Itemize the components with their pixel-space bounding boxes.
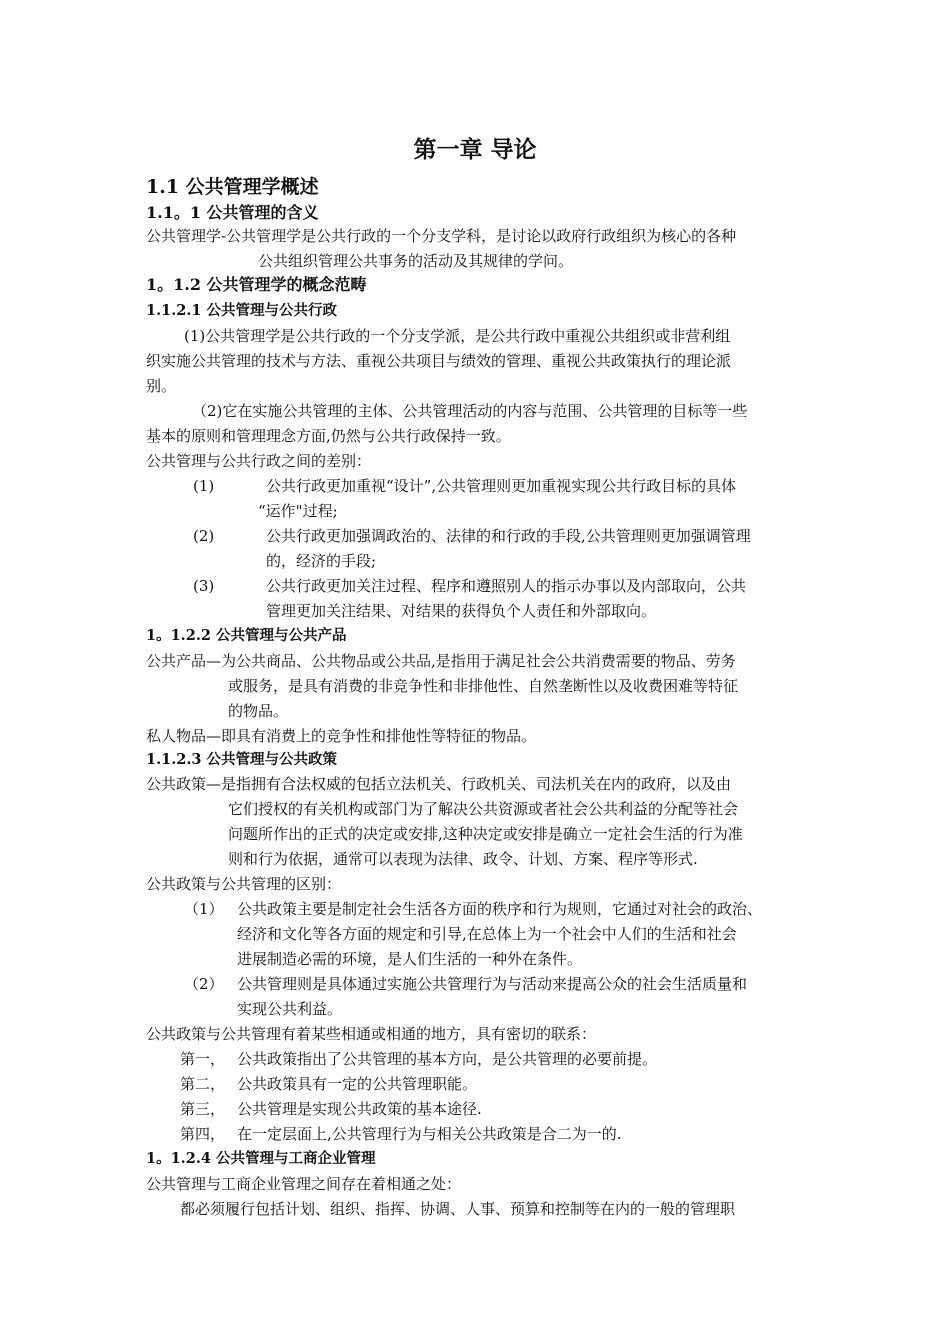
list-number: 第二， bbox=[180, 1075, 226, 1093]
paragraph-line: 别。 bbox=[146, 377, 177, 395]
list-number: （2） bbox=[184, 975, 224, 993]
list-item-line: 公共政策主要是制定社会生活各方面的秩序和行为规则，它通过对社会的政治、 bbox=[237, 900, 763, 918]
paragraph-line: 它们授权的有关机构或部门为了解决公共资源或者社会公共利益的分配等社会 bbox=[228, 800, 739, 818]
paragraph-line: 或服务，是具有消费的非竞争性和非排他性、自然垄断性以及收费困难等特征 bbox=[228, 677, 739, 695]
section-heading-1-1: 1.1 公共管理学概述 bbox=[146, 176, 319, 198]
paragraph-line: 公共政策与公共管理的区别： bbox=[146, 875, 342, 893]
paragraph-line: 的物品。 bbox=[228, 702, 289, 720]
paragraph-line: 织实施公共管理的技术与方法、重视公共项目与绩效的管理、重视公共政策执行的理论派 bbox=[146, 352, 732, 370]
subsection-heading-1-1-1: 1.1。1 公共管理的含义 bbox=[146, 203, 319, 222]
list-item-line: “运作"过程; bbox=[258, 502, 338, 520]
list-item-line: 公共行政更加重视“设计”,公共管理则更加重视实现公共行政目标的具体 bbox=[266, 477, 737, 495]
paragraph-line: 都必须履行包括计划、组织、指挥、协调、人事、预算和控制等在内的一般的管理职 bbox=[180, 1200, 736, 1218]
subsubsection-heading-1-1-2-4: 1。1.2.4 公共管理与工商企业管理 bbox=[146, 1150, 376, 1167]
list-item-line: 管理更加关注结果、对结果的获得负个人责任和外部取向。 bbox=[266, 602, 657, 620]
chapter-title: 第一章 导论 bbox=[413, 136, 537, 163]
list-item-line: 实现公共利益。 bbox=[237, 1000, 343, 1018]
list-item-line: 经济和文化等各方面的规定和引导,在总体上为一个社会中人们的生活和社会 bbox=[237, 925, 737, 943]
paragraph-line: 公共政策—是指拥有合法权威的包括立法机关、行政机关、司法机关在内的政府，以及由 bbox=[146, 775, 732, 793]
definition-line-1: 公共管理学-公共管理学是公共行政的一个分支学科，是讨论以政府行政组织为核心的各种 bbox=[146, 227, 737, 245]
paragraph-line: 私人物品—即具有消费上的竞争性和排他性等特征的物品。 bbox=[146, 727, 537, 745]
subsubsection-heading-1-1-2-3: 1.1.2.3 公共管理与公共政策 bbox=[146, 751, 338, 768]
list-item-line: 公共政策具有一定的公共管理职能。 bbox=[237, 1075, 478, 1093]
subsubsection-heading-1-1-2-1: 1.1.2.1 公共管理与公共行政 bbox=[146, 302, 338, 319]
list-item-line: 的，经济的手段; bbox=[266, 552, 377, 570]
list-item-line: 公共政策指出了公共管理的基本方向，是公共管理的必要前提。 bbox=[237, 1050, 658, 1068]
list-item-line: 公共管理则是具体通过实施公共管理行为与活动来提高公众的社会生活质量和 bbox=[237, 975, 748, 993]
list-number: (2) bbox=[193, 527, 215, 545]
list-number: (1) bbox=[193, 477, 215, 495]
list-number: (3) bbox=[193, 577, 215, 595]
paragraph-line: 则和行为依据，通常可以表现为法律、政令、计划、方案、程序等形式. bbox=[228, 850, 698, 868]
list-item-line: 公共管理是实现公共政策的基本途径. bbox=[237, 1100, 482, 1118]
list-number: 第三， bbox=[180, 1100, 226, 1118]
list-item-line: 进展制造必需的环境，是人们生活的一种外在条件。 bbox=[237, 950, 583, 968]
definition-line-2: 公共组织管理公共事务的活动及其规律的学问。 bbox=[258, 252, 574, 270]
paragraph-line: (1)公共管理学是公共行政的一个分支学派，是公共行政中重视公共组织或非营利组 bbox=[184, 327, 731, 345]
list-number: 第四， bbox=[180, 1125, 226, 1143]
list-number: 第一， bbox=[180, 1050, 226, 1068]
paragraph-line: 公共产品—为公共商品、公共物品或公共品,是指用于满足社会公共消费需要的物品、劳务 bbox=[146, 652, 736, 670]
list-number: （1） bbox=[184, 900, 224, 918]
paragraph-line: 公共管理与公共行政之间的差别： bbox=[146, 452, 372, 470]
paragraph-line: （2)它在实施公共管理的主体、公共管理活动的内容与范围、公共管理的目标等一些 bbox=[192, 402, 748, 420]
paragraph-line: 问题所作出的正式的决定或安排,这种决定或安排是确立一定社会生活的行为准 bbox=[228, 825, 743, 843]
subsection-heading-1-1-2: 1。1.2 公共管理学的概念范畴 bbox=[146, 275, 367, 294]
paragraph-line: 公共管理与工商企业管理之间存在着相通之处： bbox=[146, 1175, 462, 1193]
list-item-line: 在一定层面上,公共管理行为与相关公共政策是合二为一的. bbox=[237, 1125, 622, 1143]
list-item-line: 公共行政更加关注过程、程序和遵照别人的指示办事以及内部取向，公共 bbox=[266, 577, 747, 595]
list-item-line: 公共行政更加强调政治的、法律的和行政的手段,公共管理则更加强调管理 bbox=[266, 527, 751, 545]
subsubsection-heading-1-1-2-2: 1。1.2.2 公共管理与公共产品 bbox=[146, 627, 347, 644]
paragraph-line: 公共政策与公共管理有着某些相通或相通的地方，具有密切的联系： bbox=[146, 1025, 597, 1043]
paragraph-line: 基本的原则和管理理念方面,仍然与公共行政保持一致。 bbox=[146, 427, 511, 445]
